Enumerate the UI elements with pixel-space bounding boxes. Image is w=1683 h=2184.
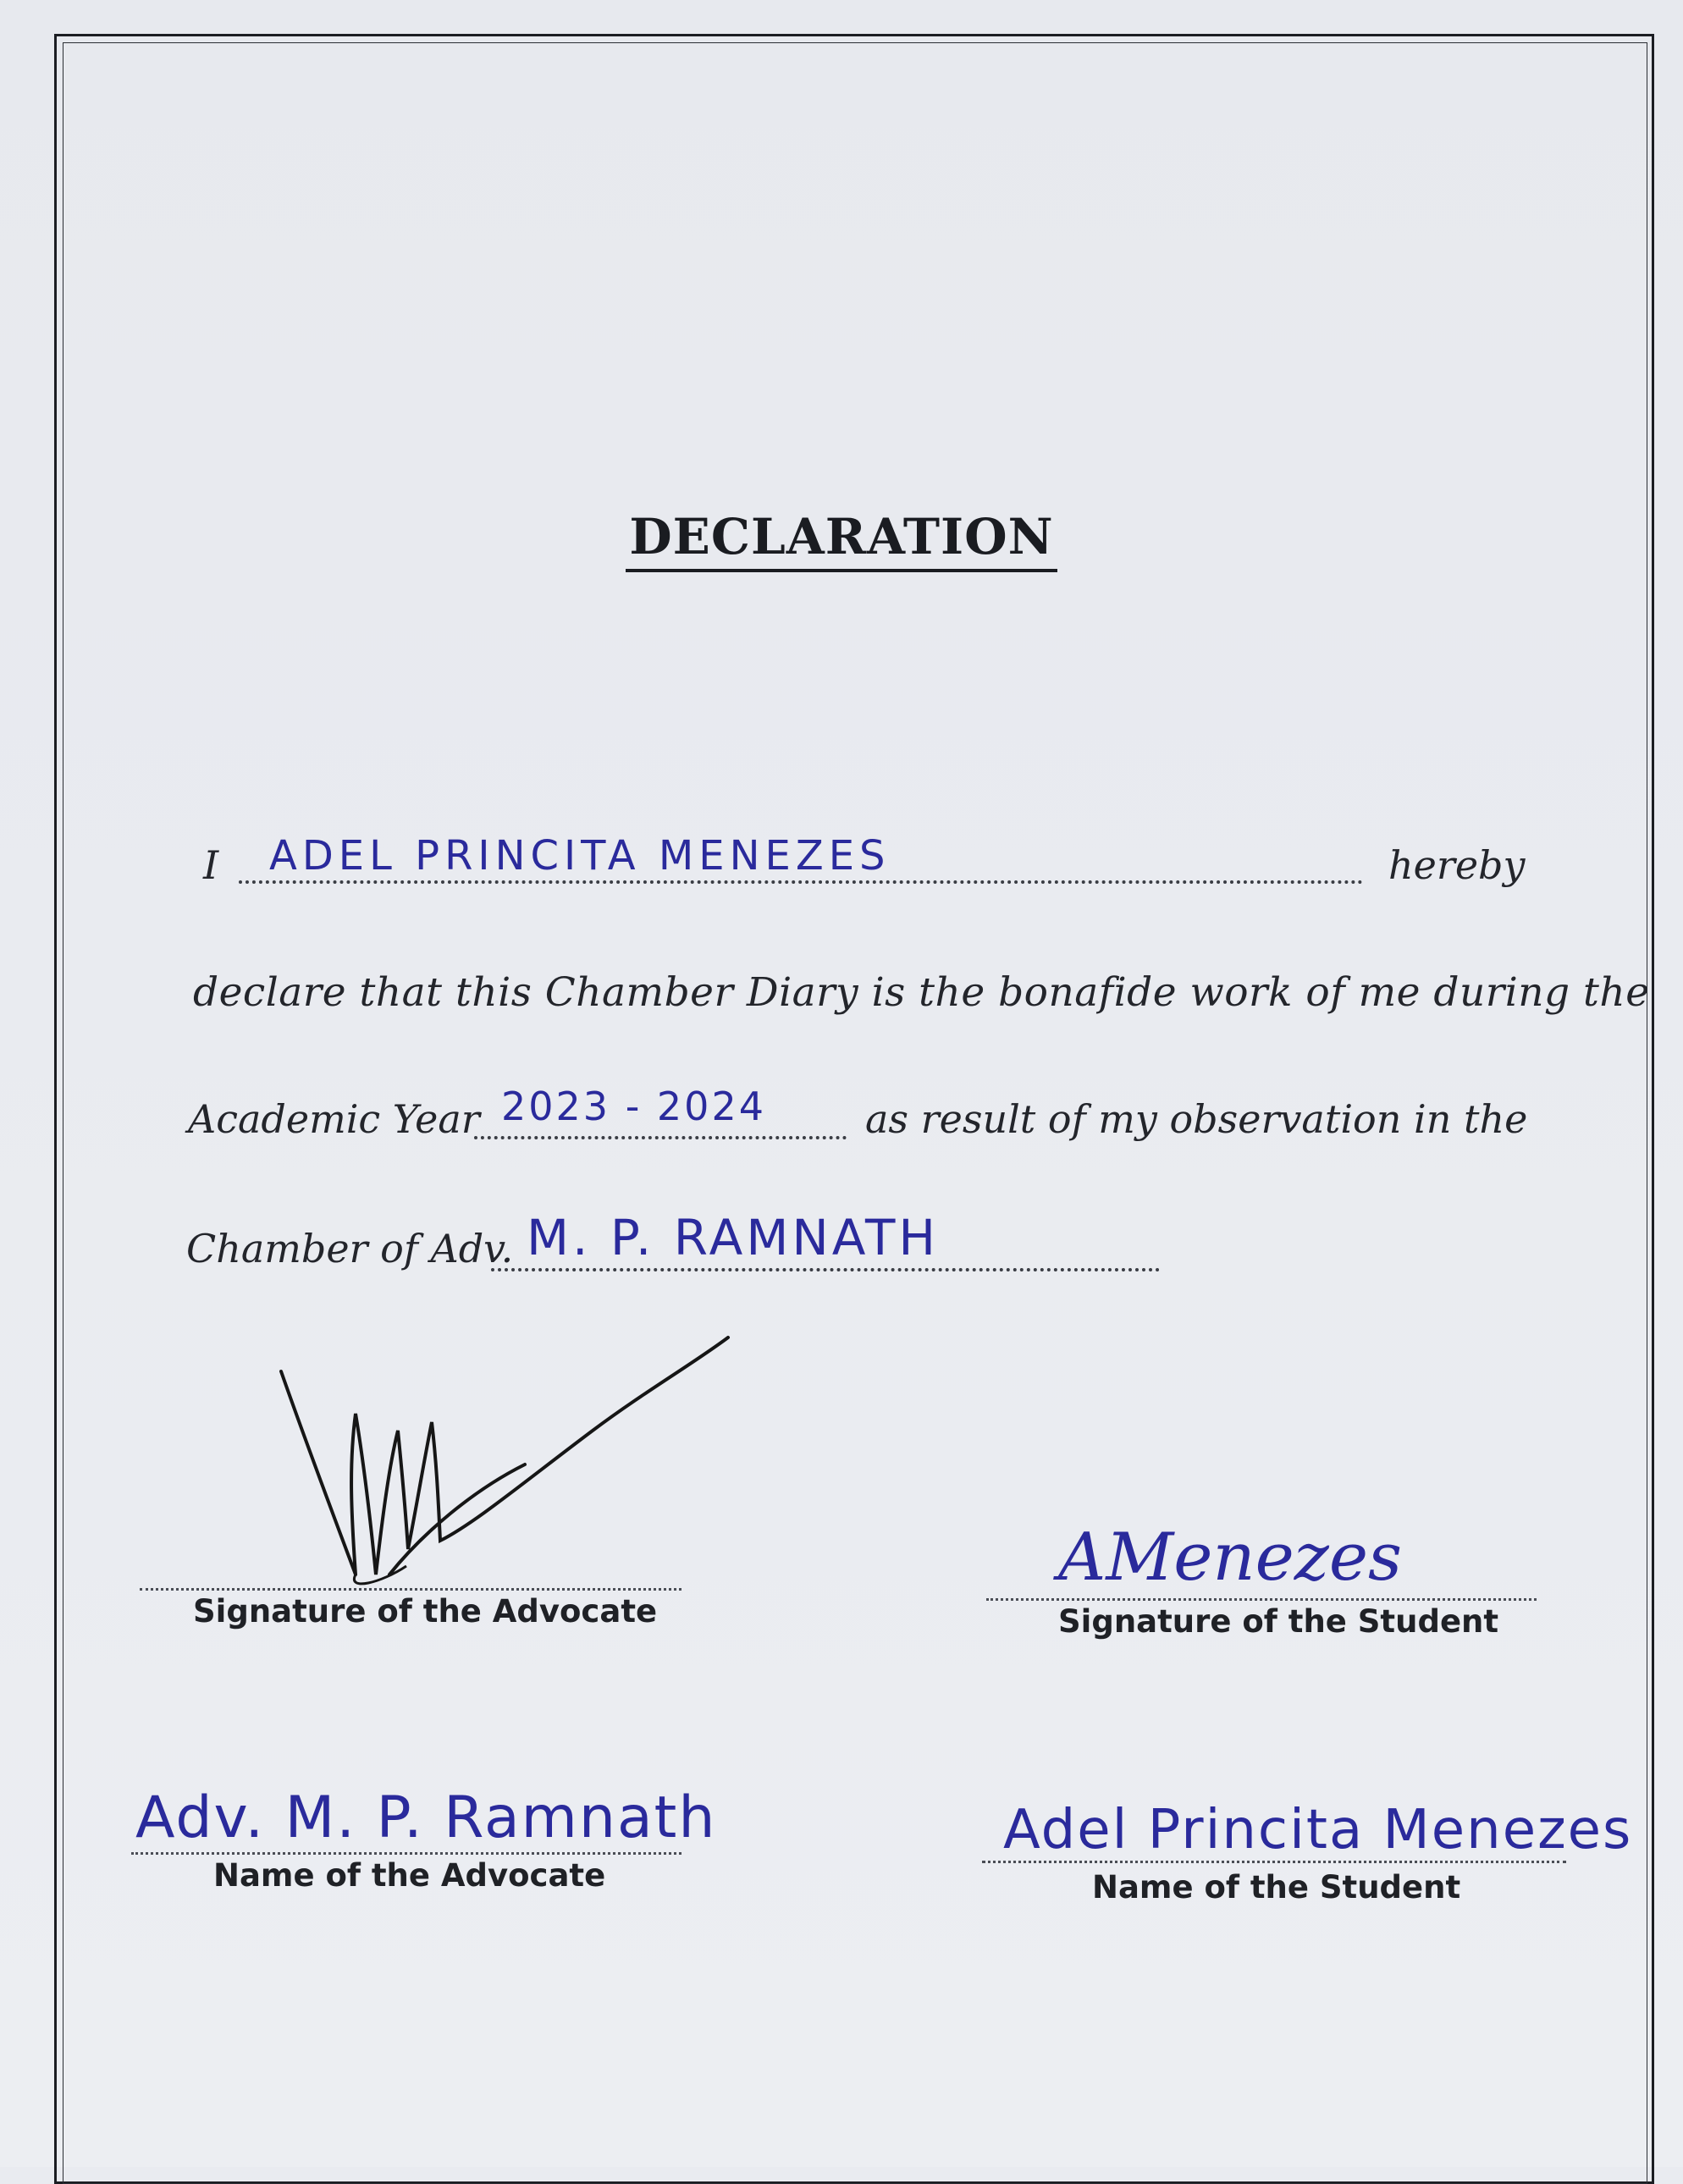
document-title <box>0 508 1683 565</box>
student-name-handwritten: ADEL PRINCITA MENEZES <box>269 832 891 880</box>
advocate-signature-label: Signature of the Advocate <box>193 1593 658 1630</box>
student-signature-line <box>986 1598 1537 1601</box>
declaration-text: declare that this Chamber Diary is the bonafide work of me during the <box>193 969 1650 1016</box>
student-name-handwritten-bottom: Adel Princita Menezes <box>1003 1799 1633 1861</box>
title-text: DECLARATION <box>626 508 1057 572</box>
student-signature: AMenezes <box>1058 1519 1403 1596</box>
line3-suffix: as result of my observation in the <box>865 1096 1528 1142</box>
advocate-name-handwritten: Adv. M. P. Ramnath <box>135 1784 717 1851</box>
advocate-name-handwritten-line: M. P. RAMNATH <box>527 1209 939 1266</box>
advocate-name-label: Name of the Advocate <box>213 1857 606 1894</box>
academic-year-handwritten: 2023 - 2024 <box>501 1084 766 1129</box>
line4-prefix: Chamber of Adv. <box>186 1226 514 1271</box>
student-name-line <box>982 1861 1566 1863</box>
student-signature-label: Signature of the Student <box>1058 1603 1499 1640</box>
line1-prefix: I <box>203 842 219 888</box>
academic-year-dotted-line <box>474 1136 847 1139</box>
line1-suffix: hereby <box>1388 842 1526 888</box>
advocate-signature-line <box>140 1588 681 1591</box>
student-name-label: Name of the Student <box>1092 1869 1461 1905</box>
advocate-name-line <box>131 1852 681 1855</box>
advocate-name-dotted-line <box>491 1268 1160 1271</box>
student-name-dotted-line <box>239 880 1363 884</box>
advocate-signature-drawing <box>271 1321 745 1608</box>
line3-prefix: Academic Year <box>188 1096 480 1142</box>
